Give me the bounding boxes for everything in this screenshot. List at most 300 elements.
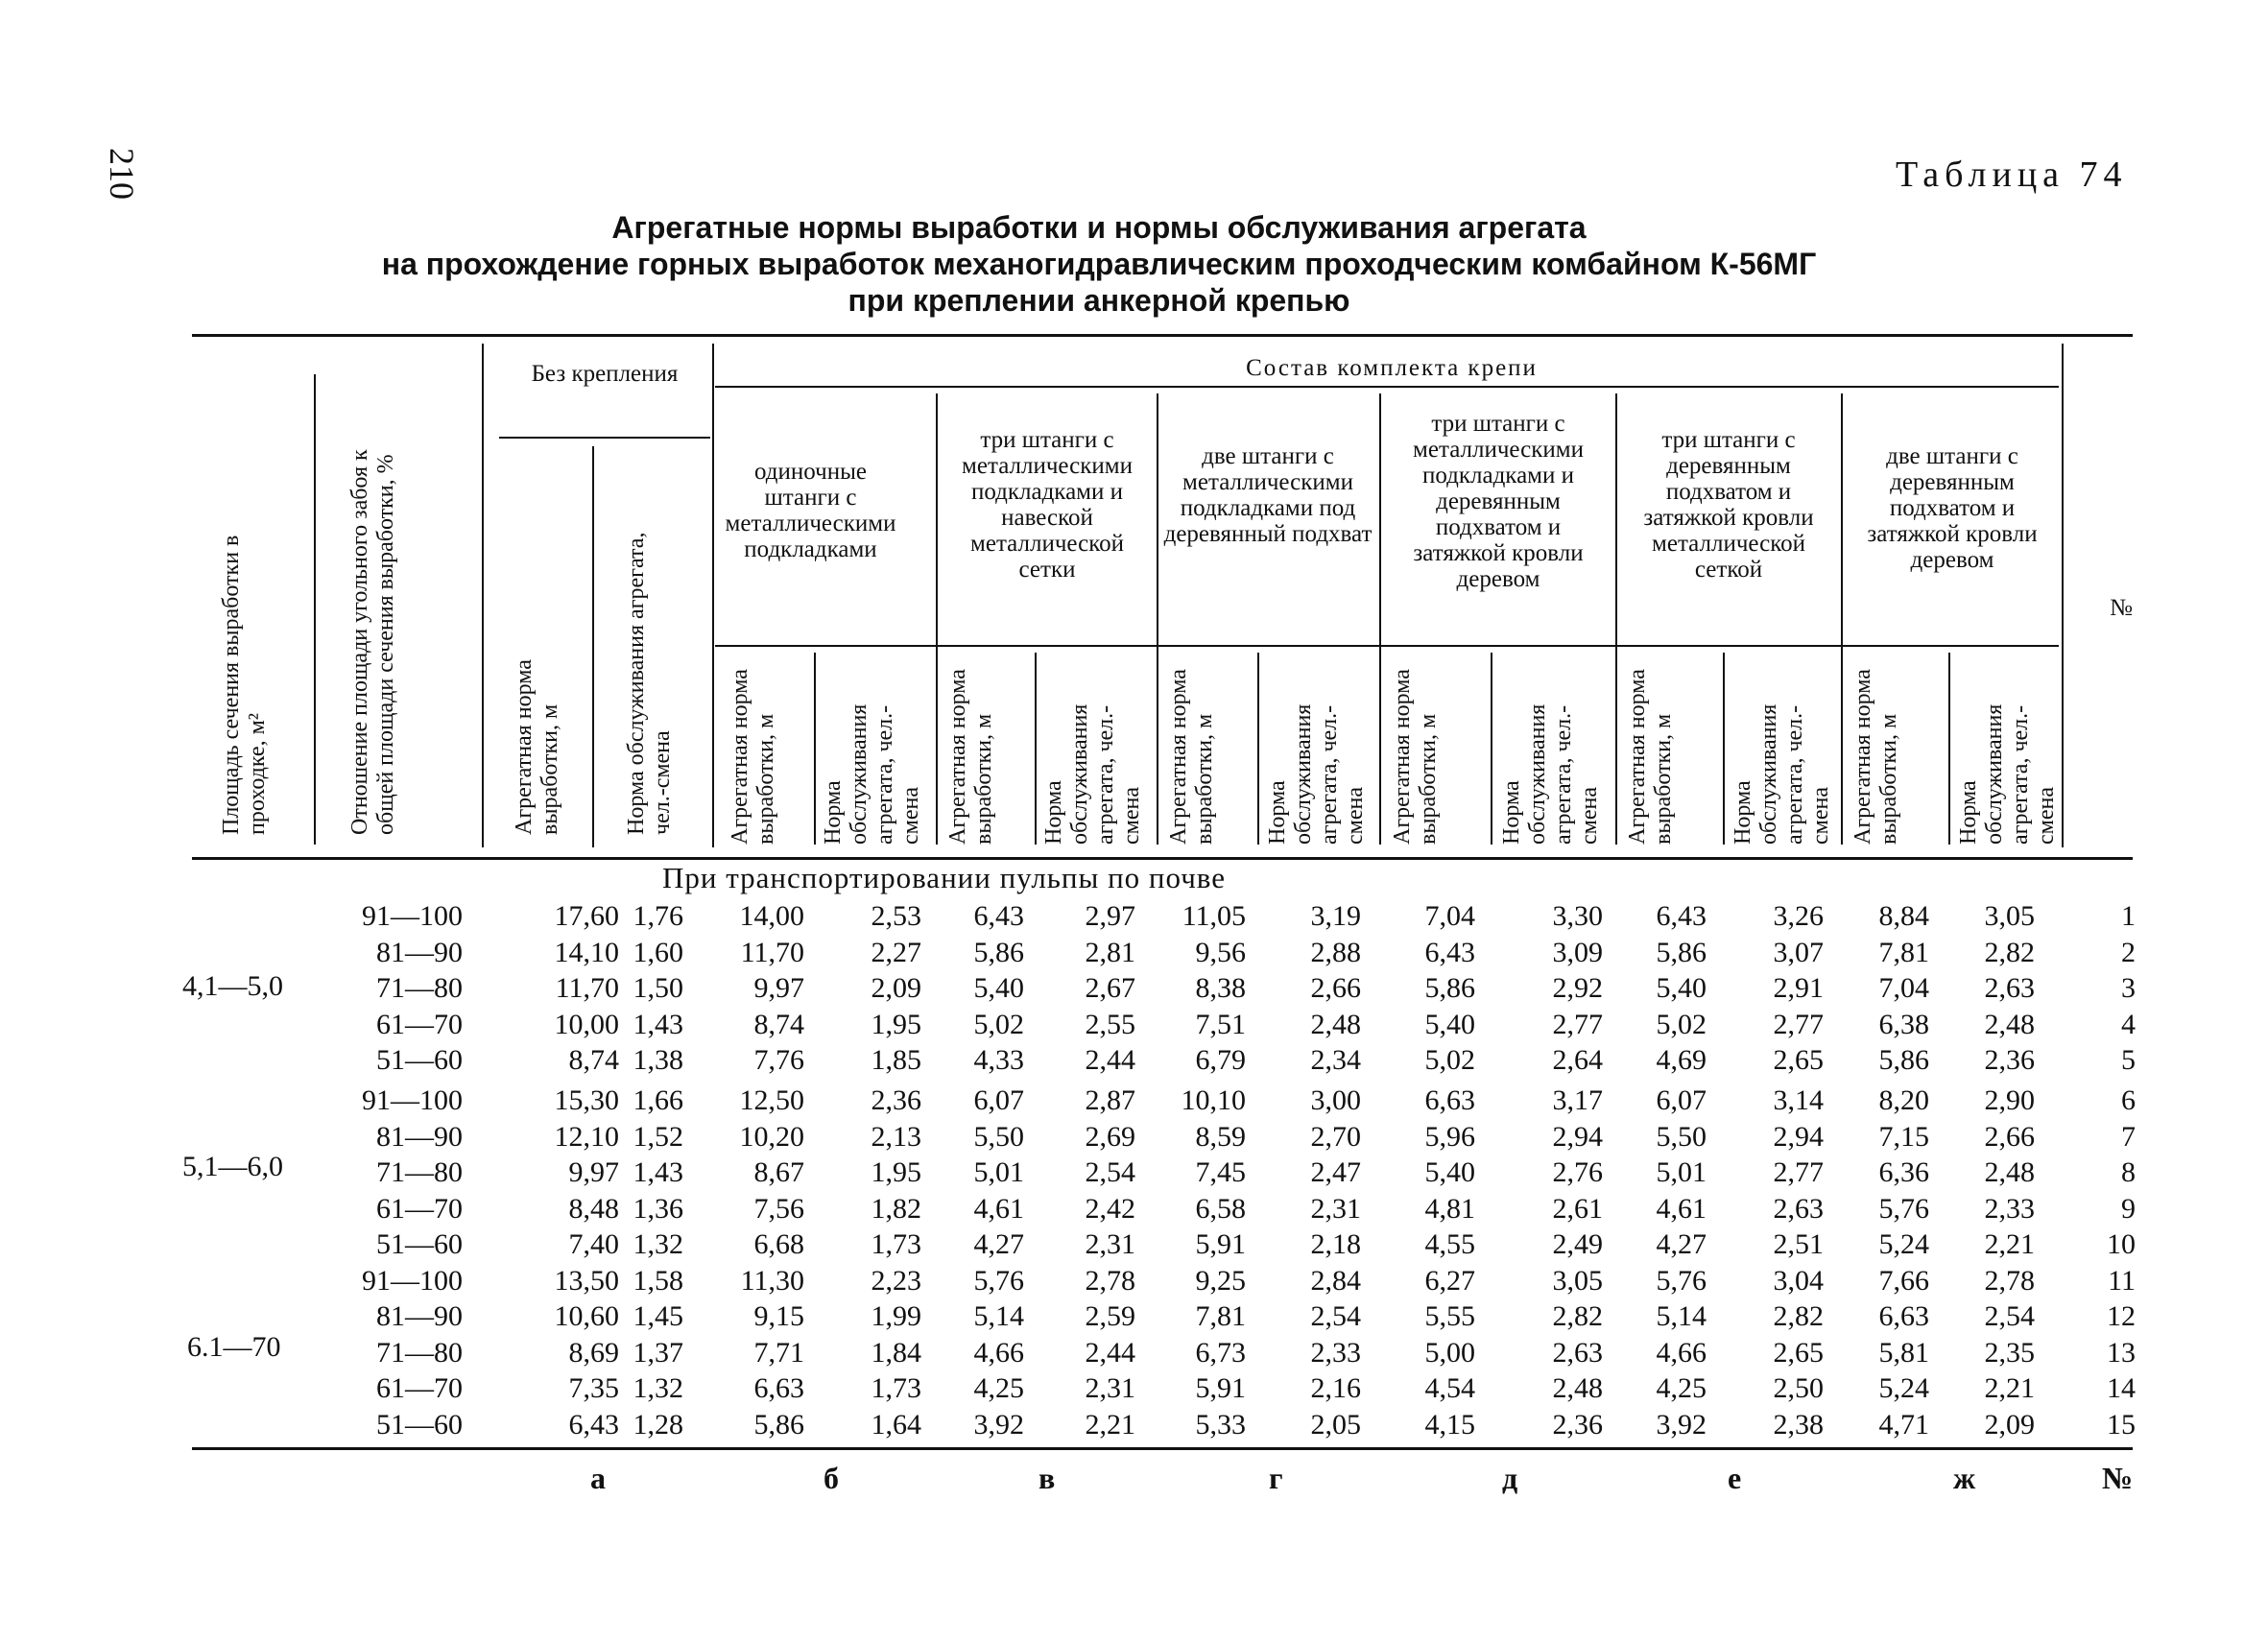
table-cell: 2,94 bbox=[1552, 1120, 1603, 1153]
header-divider bbox=[1379, 393, 1381, 845]
header-divider bbox=[314, 374, 316, 845]
subheading: При транспортировании пульпы по почве bbox=[662, 861, 1227, 894]
table-cell: 5,76 bbox=[1878, 1192, 1929, 1225]
table-cell: 8,67 bbox=[753, 1156, 804, 1188]
header-divider bbox=[936, 393, 938, 845]
table-cell: 3,19 bbox=[1310, 900, 1361, 932]
table-cell: 2,48 bbox=[1552, 1372, 1603, 1404]
table-cell: 9,25 bbox=[1195, 1264, 1246, 1297]
row-ratio: 91—100 bbox=[362, 1264, 463, 1297]
table-cell: 4,25 bbox=[973, 1372, 1024, 1404]
table-cell: 2,36 bbox=[1552, 1408, 1603, 1441]
table-cell: 1,85 bbox=[871, 1044, 921, 1076]
table-cell: 2,44 bbox=[1085, 1044, 1135, 1076]
table-cell: 1,43 bbox=[633, 1156, 683, 1188]
table-cell: 4,61 bbox=[1656, 1192, 1707, 1225]
table-cell: 4,66 bbox=[973, 1336, 1024, 1369]
table-cell: 4,55 bbox=[1424, 1228, 1475, 1260]
table-cell: 1,60 bbox=[633, 936, 683, 968]
table-cell: 2,33 bbox=[1984, 1192, 2035, 1225]
table-cell: 2,78 bbox=[1984, 1264, 2035, 1297]
table-cell: 6,63 bbox=[753, 1372, 804, 1404]
table-cell: 2,21 bbox=[1984, 1228, 2035, 1260]
table-cell: 2,05 bbox=[1310, 1408, 1361, 1441]
table-cell: 5,24 bbox=[1878, 1228, 1929, 1260]
table-cell: 3,30 bbox=[1552, 900, 1603, 932]
table-cell: 9,15 bbox=[753, 1300, 804, 1332]
table-top-rule bbox=[192, 334, 2133, 337]
table-cell: 1,38 bbox=[633, 1044, 683, 1076]
row-number: 5 bbox=[2121, 1044, 2136, 1076]
table-cell: 6,63 bbox=[1424, 1084, 1475, 1116]
row-ratio: 81—90 bbox=[376, 936, 463, 968]
header-divider bbox=[1723, 653, 1725, 845]
group-split-rule bbox=[715, 645, 2059, 647]
row-number: 11 bbox=[2108, 1264, 2136, 1297]
row-ratio: 81—90 bbox=[376, 1300, 463, 1332]
page-number: 210 bbox=[103, 148, 141, 200]
table-cell: 2,36 bbox=[871, 1084, 921, 1116]
table-cell: 3,09 bbox=[1552, 936, 1603, 968]
table-cell: 2,31 bbox=[1310, 1192, 1361, 1225]
table-cell: 2,09 bbox=[871, 972, 921, 1004]
row-number: 2 bbox=[2121, 936, 2136, 968]
header-agg-norm-g4: Агрегатная норма выработки, м bbox=[1390, 669, 1441, 845]
table-cell: 5,86 bbox=[753, 1408, 804, 1441]
table-cell: 2,54 bbox=[1085, 1156, 1135, 1188]
row-number: 1 bbox=[2121, 900, 2136, 932]
table-cell: 4,27 bbox=[1656, 1228, 1707, 1260]
table-cell: 1,73 bbox=[871, 1372, 921, 1404]
table-cell: 6,43 bbox=[973, 900, 1024, 932]
table-cell: 1,32 bbox=[633, 1372, 683, 1404]
table-cell: 3,07 bbox=[1773, 936, 1824, 968]
table-cell: 2,59 bbox=[1085, 1300, 1135, 1332]
table-cell: 2,61 bbox=[1552, 1192, 1603, 1225]
table-cell: 2,65 bbox=[1773, 1336, 1824, 1369]
table-cell: 2,48 bbox=[1984, 1008, 2035, 1040]
table-cell: 2,91 bbox=[1773, 972, 1824, 1004]
footer-number: № bbox=[2102, 1461, 2134, 1495]
table-cell: 8,48 bbox=[568, 1192, 619, 1225]
table-cell: 17,60 bbox=[554, 900, 619, 932]
table-label: Таблица 74 bbox=[1896, 155, 2128, 195]
row-ratio: 61—70 bbox=[376, 1372, 463, 1404]
table-cell: 7,76 bbox=[753, 1044, 804, 1076]
kit-rule bbox=[715, 386, 2059, 388]
area-label-2: 5,1—6,0 bbox=[182, 1151, 283, 1182]
table-cell: 14,00 bbox=[739, 900, 804, 932]
table-cell: 2,65 bbox=[1773, 1044, 1824, 1076]
table-cell: 2,48 bbox=[1984, 1156, 2035, 1188]
table-cell: 12,10 bbox=[554, 1120, 619, 1153]
row-number: 15 bbox=[2107, 1408, 2136, 1441]
table-cell: 5,14 bbox=[1656, 1300, 1707, 1332]
table-cell: 7,51 bbox=[1195, 1008, 1246, 1040]
table-cell: 1,95 bbox=[871, 1008, 921, 1040]
table-cell: 3,14 bbox=[1773, 1084, 1824, 1116]
table-cell: 7,66 bbox=[1878, 1264, 1929, 1297]
table-cell: 2,76 bbox=[1552, 1156, 1603, 1188]
table-cell: 2,77 bbox=[1773, 1008, 1824, 1040]
header-agg-norm-g5: Агрегатная норма выработки, м bbox=[1625, 669, 1676, 845]
table-cell: 8,84 bbox=[1878, 900, 1929, 932]
table-cell: 2,33 bbox=[1310, 1336, 1361, 1369]
table-cell: 9,56 bbox=[1195, 936, 1246, 968]
table-cell: 5,86 bbox=[1424, 972, 1475, 1004]
table-cell: 1,73 bbox=[871, 1228, 921, 1260]
table-cell: 4,15 bbox=[1424, 1408, 1475, 1441]
table-cell: 2,38 bbox=[1773, 1408, 1824, 1441]
table-cell: 6,07 bbox=[1656, 1084, 1707, 1116]
no-support-rule bbox=[499, 437, 710, 439]
table-cell: 15,30 bbox=[554, 1084, 619, 1116]
table-cell: 5,50 bbox=[973, 1120, 1024, 1153]
table-title-line-1: Агрегатные нормы выработки и нормы обслуживания агрегата bbox=[611, 210, 1587, 245]
table-cell: 8,69 bbox=[568, 1336, 619, 1369]
table-cell: 7,81 bbox=[1878, 936, 1929, 968]
footer-letter-zh: ж bbox=[1953, 1461, 1976, 1495]
row-number: 9 bbox=[2121, 1192, 2136, 1225]
table-cell: 11,70 bbox=[555, 972, 619, 1004]
table-cell: 10,10 bbox=[1181, 1084, 1246, 1116]
table-cell: 9,97 bbox=[753, 972, 804, 1004]
table-cell: 3,92 bbox=[1656, 1408, 1707, 1441]
table-cell: 2,63 bbox=[1552, 1336, 1603, 1369]
table-cell: 6,43 bbox=[1424, 936, 1475, 968]
header-agg-norm-g6: Агрегатная норма выработки, м bbox=[1850, 669, 1901, 845]
header-bottom-rule bbox=[192, 857, 2133, 860]
table-cell: 2,66 bbox=[1984, 1120, 2035, 1153]
header-agg-norm-g2: Агрегатная норма выработки, м bbox=[945, 669, 996, 845]
table-cell: 1,58 bbox=[633, 1264, 683, 1297]
header-service-norm-no-support: Норма обслуживания агрегата, чел.-смена bbox=[624, 532, 675, 835]
table-cell: 2,97 bbox=[1085, 900, 1135, 932]
table-cell: 1,64 bbox=[871, 1408, 921, 1441]
row-ratio: 71—80 bbox=[376, 972, 463, 1004]
table-cell: 2,21 bbox=[1085, 1408, 1135, 1441]
table-cell: 7,81 bbox=[1195, 1300, 1246, 1332]
table-cell: 2,55 bbox=[1085, 1008, 1135, 1040]
row-number: 3 bbox=[2121, 972, 2136, 1004]
row-number: 12 bbox=[2107, 1300, 2136, 1332]
table-cell: 2,31 bbox=[1085, 1372, 1135, 1404]
table-cell: 4,54 bbox=[1424, 1372, 1475, 1404]
table-cell: 2,94 bbox=[1773, 1120, 1824, 1153]
header-divider bbox=[592, 446, 594, 847]
table-cell: 1,76 bbox=[633, 900, 683, 932]
header-agg-norm-g1: Агрегатная норма выработки, м bbox=[728, 669, 778, 845]
table-cell: 7,04 bbox=[1424, 900, 1475, 932]
row-ratio: 51—60 bbox=[376, 1044, 463, 1076]
table-cell: 4,25 bbox=[1656, 1372, 1707, 1404]
table-cell: 6,79 bbox=[1195, 1044, 1246, 1076]
table-cell: 5,00 bbox=[1424, 1336, 1475, 1369]
table-cell: 6,36 bbox=[1878, 1156, 1929, 1188]
table-cell: 2,51 bbox=[1773, 1228, 1824, 1260]
row-number: 10 bbox=[2107, 1228, 2136, 1260]
footer-letter-d: д bbox=[1502, 1461, 1518, 1495]
table-cell: 2,87 bbox=[1085, 1084, 1135, 1116]
header-group-1: одиночные штанги с металлическими подкладками bbox=[725, 459, 896, 562]
table-cell: 2,23 bbox=[871, 1264, 921, 1297]
table-cell: 1,66 bbox=[633, 1084, 683, 1116]
table-cell: 7,04 bbox=[1878, 972, 1929, 1004]
table-cell: 2,31 bbox=[1085, 1228, 1135, 1260]
table-cell: 2,78 bbox=[1085, 1264, 1135, 1297]
header-no-support: Без крепления bbox=[531, 361, 679, 387]
table-cell: 8,38 bbox=[1195, 972, 1246, 1004]
footer-letter-v: в bbox=[1039, 1461, 1056, 1495]
header-group-2: три штанги с металлическими подкладками и навеской металлической сетки bbox=[962, 427, 1133, 583]
table-cell: 2,84 bbox=[1310, 1264, 1361, 1297]
table-cell: 5,40 bbox=[1424, 1156, 1475, 1188]
table-cell: 5,96 bbox=[1424, 1120, 1475, 1153]
table-cell: 10,20 bbox=[739, 1120, 804, 1153]
table-cell: 6,58 bbox=[1195, 1192, 1246, 1225]
row-number: 14 bbox=[2107, 1372, 2136, 1404]
table-cell: 2,50 bbox=[1773, 1372, 1824, 1404]
table-cell: 2,54 bbox=[1984, 1300, 2035, 1332]
table-cell: 5,81 bbox=[1878, 1336, 1929, 1369]
header-service-norm-g4: Норма обслуживания агрегата, чел.-смена bbox=[1499, 703, 1602, 845]
table-cell: 3,05 bbox=[1552, 1264, 1603, 1297]
row-ratio: 51—60 bbox=[376, 1408, 463, 1441]
table-cell: 1,36 bbox=[633, 1192, 683, 1225]
table-cell: 1,32 bbox=[633, 1228, 683, 1260]
row-number: 6 bbox=[2121, 1084, 2136, 1116]
header-group-5: три штанги с деревянным подхватом и затяжкой кровли металлической сеткой bbox=[1643, 427, 1814, 583]
table-cell: 4,71 bbox=[1878, 1408, 1929, 1441]
table-cell: 5,86 bbox=[973, 936, 1024, 968]
table-cell: 14,10 bbox=[554, 936, 619, 968]
table-cell: 2,63 bbox=[1773, 1192, 1824, 1225]
area-label-1: 4,1—5,0 bbox=[182, 970, 283, 1002]
table-cell: 2,81 bbox=[1085, 936, 1135, 968]
table-cell: 2,27 bbox=[871, 936, 921, 968]
table-cell: 3,05 bbox=[1984, 900, 2035, 932]
header-kit-composition: Состав комплекта крепи bbox=[1246, 355, 1538, 381]
header-area: Площадь сечения выработки в проходке, м² bbox=[219, 535, 270, 835]
header-divider bbox=[1035, 653, 1037, 845]
row-ratio: 51—60 bbox=[376, 1228, 463, 1260]
table-cell: 2,63 bbox=[1984, 972, 2035, 1004]
table-cell: 3,17 bbox=[1552, 1084, 1603, 1116]
table-cell: 11,30 bbox=[740, 1264, 804, 1297]
table-cell: 5,40 bbox=[973, 972, 1024, 1004]
header-divider bbox=[2062, 344, 2064, 847]
footer-letter-g: г bbox=[1269, 1461, 1283, 1495]
header-divider bbox=[1491, 653, 1492, 845]
header-service-norm-g3: Норма обслуживания агрегата, чел.-смена bbox=[1265, 703, 1368, 845]
table-cell: 2,82 bbox=[1773, 1300, 1824, 1332]
table-cell: 5,02 bbox=[1656, 1008, 1707, 1040]
row-ratio: 91—100 bbox=[362, 900, 463, 932]
header-service-norm-g2: Норма обслуживания агрегата, чел.-смена bbox=[1041, 703, 1144, 845]
table-cell: 1,45 bbox=[633, 1300, 683, 1332]
table-cell: 5,86 bbox=[1878, 1044, 1929, 1076]
row-number: 13 bbox=[2107, 1336, 2136, 1369]
row-ratio: 71—80 bbox=[376, 1156, 463, 1188]
area-label-3: 6.1—70 bbox=[187, 1331, 281, 1363]
table-cell: 5,76 bbox=[973, 1264, 1024, 1297]
header-service-norm-g1: Норма обслуживания агрегата, чел.-смена bbox=[821, 703, 923, 845]
table-cell: 1,52 bbox=[633, 1120, 683, 1153]
table-cell: 2,77 bbox=[1773, 1156, 1824, 1188]
header-agg-norm-no-support: Агрегатная норма выработки, м bbox=[512, 659, 562, 835]
table-cell: 2,82 bbox=[1552, 1300, 1603, 1332]
table-cell: 8,59 bbox=[1195, 1120, 1246, 1153]
table-cell: 5,50 bbox=[1656, 1120, 1707, 1153]
table-cell: 2,69 bbox=[1085, 1120, 1135, 1153]
table-cell: 13,50 bbox=[554, 1264, 619, 1297]
header-divider bbox=[1257, 653, 1259, 845]
table-cell: 5,02 bbox=[973, 1008, 1024, 1040]
table-cell: 5,02 bbox=[1424, 1044, 1475, 1076]
header-divider bbox=[1948, 653, 1950, 845]
header-agg-norm-g3: Агрегатная норма выработки, м bbox=[1166, 669, 1217, 845]
header-divider bbox=[1157, 393, 1158, 845]
table-cell: 4,66 bbox=[1656, 1336, 1707, 1369]
table-title-line-2: на прохождение горных выработок механогидравлическим проходческим комбайном К-56МГ bbox=[381, 247, 1817, 281]
header-divider bbox=[814, 653, 816, 845]
table-cell: 7,56 bbox=[753, 1192, 804, 1225]
table-cell: 8,74 bbox=[568, 1044, 619, 1076]
row-number: 7 bbox=[2121, 1120, 2136, 1153]
header-divider bbox=[1615, 393, 1617, 845]
table-cell: 5,91 bbox=[1195, 1228, 1246, 1260]
table-cell: 2,82 bbox=[1984, 936, 2035, 968]
row-ratio: 61—70 bbox=[376, 1008, 463, 1040]
table-cell: 4,61 bbox=[973, 1192, 1024, 1225]
table-cell: 3,92 bbox=[973, 1408, 1024, 1441]
table-cell: 1,28 bbox=[633, 1408, 683, 1441]
table-cell: 3,04 bbox=[1773, 1264, 1824, 1297]
table-cell: 2,88 bbox=[1310, 936, 1361, 968]
table-cell: 2,53 bbox=[871, 900, 921, 932]
row-ratio: 91—100 bbox=[362, 1084, 463, 1116]
table-cell: 6,43 bbox=[1656, 900, 1707, 932]
header-ratio: Отношение площади угольного забоя к общей площади сечения выработки, % bbox=[347, 449, 398, 835]
table-cell: 1,99 bbox=[871, 1300, 921, 1332]
table-cell: 7,71 bbox=[753, 1336, 804, 1369]
header-group-3: две штанги с металлическими подкладками под деревянный подхват bbox=[1163, 443, 1373, 547]
row-ratio: 81—90 bbox=[376, 1120, 463, 1153]
table-cell: 4,27 bbox=[973, 1228, 1024, 1260]
footer-letter-e: е bbox=[1728, 1461, 1742, 1495]
table-cell: 6,38 bbox=[1878, 1008, 1929, 1040]
table-cell: 5,86 bbox=[1656, 936, 1707, 968]
table-cell: 2,34 bbox=[1310, 1044, 1361, 1076]
table-cell: 2,18 bbox=[1310, 1228, 1361, 1260]
table-cell: 5,40 bbox=[1656, 972, 1707, 1004]
footer-letter-a: а bbox=[590, 1461, 606, 1495]
table-cell: 5,76 bbox=[1656, 1264, 1707, 1297]
table-cell: 4,81 bbox=[1424, 1192, 1475, 1225]
header-number: № bbox=[2110, 595, 2133, 621]
row-ratio: 71—80 bbox=[376, 1336, 463, 1369]
table-cell: 2,92 bbox=[1552, 972, 1603, 1004]
table-cell: 7,40 bbox=[568, 1228, 619, 1260]
table-cell: 2,16 bbox=[1310, 1372, 1361, 1404]
header-group-6: две штанги с деревянным подхватом и затяжкой кровли деревом bbox=[1867, 443, 2038, 573]
table-cell: 2,47 bbox=[1310, 1156, 1361, 1188]
table-cell: 2,49 bbox=[1552, 1228, 1603, 1260]
table-cell: 2,13 bbox=[871, 1120, 921, 1153]
table-cell: 1,50 bbox=[633, 972, 683, 1004]
header-service-norm-g6: Норма обслуживания агрегата, чел.-смена bbox=[1956, 703, 2059, 845]
table-cell: 5,01 bbox=[973, 1156, 1024, 1188]
footer-letter-b: б bbox=[824, 1461, 839, 1495]
header-service-norm-g5: Норма обслуживания агрегата, чел.-смена bbox=[1731, 703, 1833, 845]
table-cell: 6,63 bbox=[1878, 1300, 1929, 1332]
table-cell: 10,00 bbox=[554, 1008, 619, 1040]
table-cell: 12,50 bbox=[739, 1084, 804, 1116]
table-cell: 9,97 bbox=[568, 1156, 619, 1188]
table-cell: 7,45 bbox=[1195, 1156, 1246, 1188]
header-group-4: три штанги с металлическими подкладками и деревянным подхватом и затяжкой кровли деревом bbox=[1413, 411, 1584, 592]
table-cell: 11,70 bbox=[740, 936, 804, 968]
table-cell: 2,48 bbox=[1310, 1008, 1361, 1040]
table-cell: 5,91 bbox=[1195, 1372, 1246, 1404]
table-cell: 2,44 bbox=[1085, 1336, 1135, 1369]
table-cell: 5,40 bbox=[1424, 1008, 1475, 1040]
header-divider bbox=[482, 344, 484, 847]
table-cell: 2,77 bbox=[1552, 1008, 1603, 1040]
table-cell: 2,36 bbox=[1984, 1044, 2035, 1076]
table-cell: 8,20 bbox=[1878, 1084, 1929, 1116]
table-cell: 2,54 bbox=[1310, 1300, 1361, 1332]
table-cell: 5,33 bbox=[1195, 1408, 1246, 1441]
row-ratio: 61—70 bbox=[376, 1192, 463, 1225]
table-cell: 1,95 bbox=[871, 1156, 921, 1188]
table-cell: 2,90 bbox=[1984, 1084, 2035, 1116]
table-cell: 5,55 bbox=[1424, 1300, 1475, 1332]
table-cell: 7,35 bbox=[568, 1372, 619, 1404]
table-cell: 3,00 bbox=[1310, 1084, 1361, 1116]
table-cell: 2,70 bbox=[1310, 1120, 1361, 1153]
table-cell: 1,37 bbox=[633, 1336, 683, 1369]
table-cell: 2,21 bbox=[1984, 1372, 2035, 1404]
table-cell: 1,43 bbox=[633, 1008, 683, 1040]
table-cell: 3,26 bbox=[1773, 900, 1824, 932]
table-cell: 6,07 bbox=[973, 1084, 1024, 1116]
table-cell: 6,27 bbox=[1424, 1264, 1475, 1297]
table-cell: 6,68 bbox=[753, 1228, 804, 1260]
table-title-line-3: при креплении анкерной крепью bbox=[848, 283, 1350, 318]
table-cell: 5,14 bbox=[973, 1300, 1024, 1332]
table-cell: 6,43 bbox=[568, 1408, 619, 1441]
header-divider bbox=[1841, 393, 1843, 845]
header-divider bbox=[712, 344, 714, 847]
table-cell: 10,60 bbox=[554, 1300, 619, 1332]
table-cell: 8,74 bbox=[753, 1008, 804, 1040]
table-cell: 4,33 bbox=[973, 1044, 1024, 1076]
table-cell: 2,64 bbox=[1552, 1044, 1603, 1076]
table-cell: 5,24 bbox=[1878, 1372, 1929, 1404]
table-cell: 2,42 bbox=[1085, 1192, 1135, 1225]
row-number: 8 bbox=[2121, 1156, 2136, 1188]
table-cell: 2,67 bbox=[1085, 972, 1135, 1004]
table-cell: 2,35 bbox=[1984, 1336, 2035, 1369]
table-cell: 1,82 bbox=[871, 1192, 921, 1225]
table-cell: 11,05 bbox=[1182, 900, 1246, 932]
table-cell: 5,01 bbox=[1656, 1156, 1707, 1188]
table-bottom-rule bbox=[192, 1447, 2133, 1450]
table-cell: 7,15 bbox=[1878, 1120, 1929, 1153]
table-cell: 2,09 bbox=[1984, 1408, 2035, 1441]
table-cell: 4,69 bbox=[1656, 1044, 1707, 1076]
